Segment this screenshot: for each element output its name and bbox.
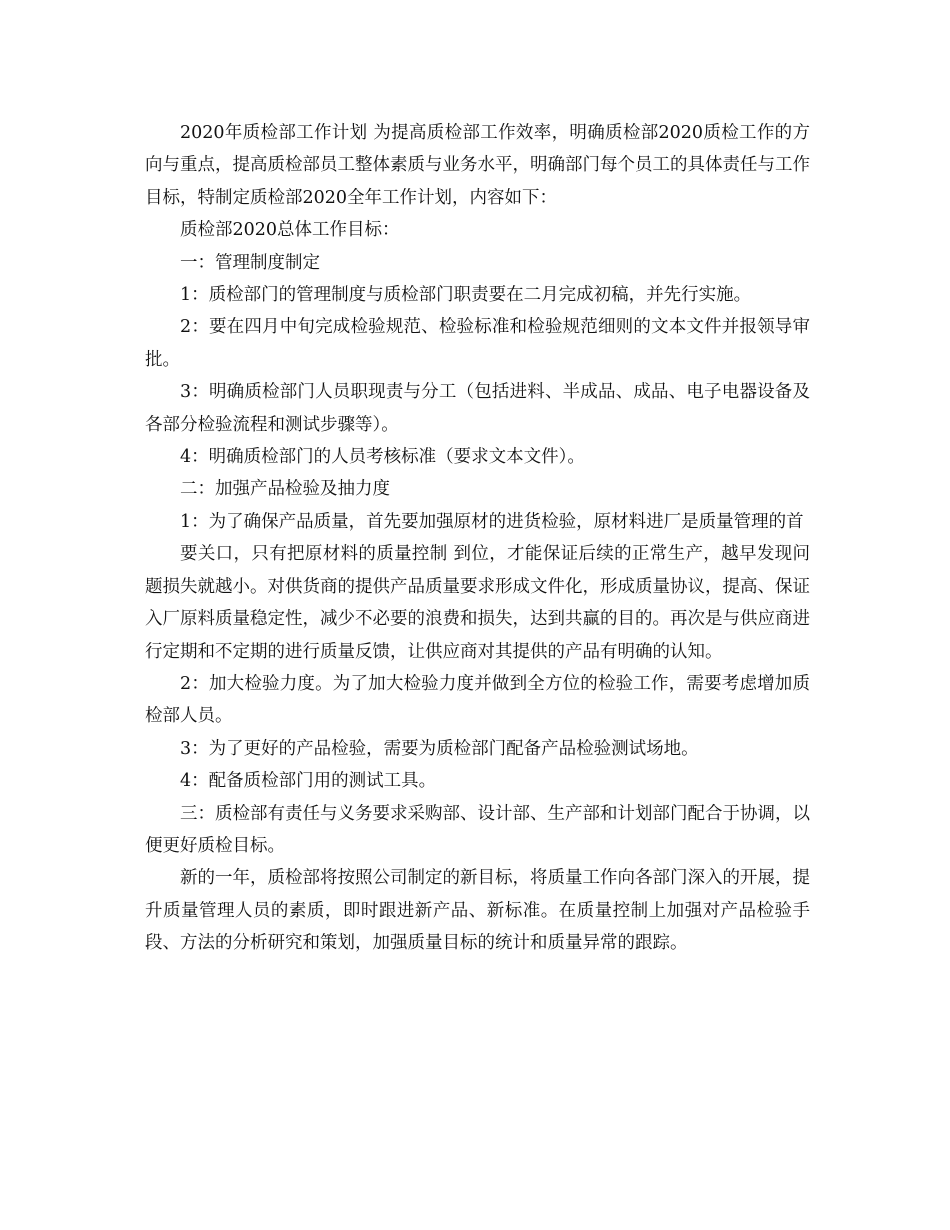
section-2-item-4: 4：配备质检部门用的测试工具。 <box>180 771 437 792</box>
section-1-heading: 一：管理制度制定 <box>180 252 320 273</box>
section-3-paragraph: 三：质检部有责任与义务要求采购部、设计部、生产部和计划部门配合于协调，以便更好质检目标。 <box>145 803 810 856</box>
document-body <box>145 117 810 960</box>
section-2-item-1: 1：为了确保产品质量，首先要加强原材的进货检验，原材料进厂是质量管理的首 <box>180 511 804 532</box>
section-1-item-4: 4：明确质检部门的人员考核标准（要求文本文件）。 <box>180 447 585 468</box>
section-1-item-1: 1：质检部门的管理制度与质检部门职责要在二月完成初稿，并先行实施。 <box>180 285 752 306</box>
section-2-item-2: 2：加大检验力度。为了加大检验力度并做到全方位的检验工作，需要考虑增加质检部人员。 <box>145 673 810 727</box>
goals-heading: 质检部2020总体工作目标： <box>180 220 400 241</box>
intro-paragraph: 2020年质检部工作计划 为提高质检部工作效率，明确质检部2020质检工作的方向与重点，提高质检部员工整体素质与业务水平，明确部门每个员工的具体责任与工作目标，特制定质检部2020全年工作计划，内容如下： <box>145 123 810 208</box>
section-1-item-3: 3：明确质检部门人员职现责与分工（包括进料、半成品、成品、电子电器设备及各部分检验流程和测试步骤等）。 <box>145 382 810 435</box>
section-2-heading: 二：加强产品检验及抽力度 <box>180 479 390 500</box>
section-2-item-1-continued: 要关口，只有把原材料的质量控制 到位，才能保证后续的正常生产，越早发现问题损失就越小。对供货商的提供产品质量要求形成文件化，形成质量协议，提高、保证入厂原料质量稳定性，减少不必要的浪费和损失，达到共赢的目的。再次是与供应商进行定期和不定期的进行质量反馈，让供应商对其提供的产品有明确的认知。 <box>145 544 810 662</box>
closing-paragraph: 新的一年，质检部将按照公司制定的新目标，将质量工作向各部门深入的开展，提升质量管理人员的素质，即时跟进新产品、新标准。在质量控制上加强对产品检验手段、方法的分析研究和策划，加强质量目标的统计和质量异常的跟踪。 <box>145 868 810 954</box>
section-1-item-2: 2：要在四月中旬完成检验规范、检验标准和检验规范细则的文本文件并报领导审批。 <box>145 317 810 370</box>
section-2-item-3: 3：为了更好的产品检验，需要为质检部门配备产品检验测试场地。 <box>180 738 699 759</box>
